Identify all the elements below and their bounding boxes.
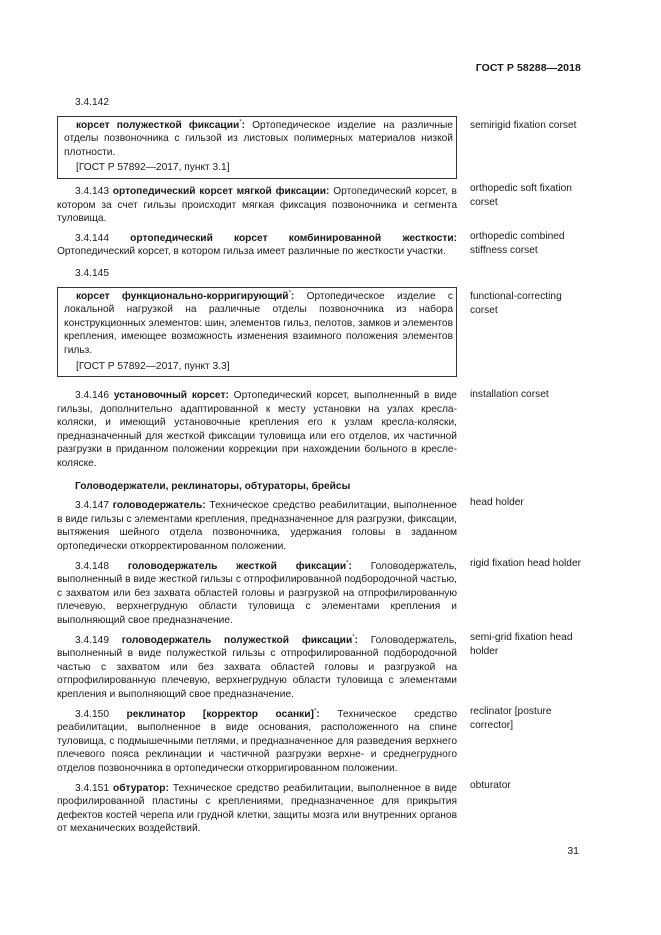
term-name: корсет полужесткой фиксации (76, 119, 240, 131)
term-name: головодержатель (112, 500, 203, 512)
term-name: головодержатель жесткой фиксации (127, 560, 347, 572)
term-3-4-151: 3.4.151 обтуратор: Техническое средство реабилитации, выполненное в виде профилированной пластины с креплениями, предназначенное для прикрытия дефектов костей черепа или грудной клетки, защиты мозга или внутренних органов от механических воздействий. (57, 782, 457, 835)
term-number: 3.4.147 (75, 500, 109, 512)
english-term: head holder (470, 497, 524, 508)
term-reference: [ГОСТ Р 57892—2017, пункт 3.3] (76, 360, 230, 372)
english-term: orthopedic combined stiffness corset (470, 231, 565, 256)
term-name: реклинатор [корректор осанки] (126, 708, 314, 720)
term-number: 3.4.145 (75, 267, 109, 279)
term-definition: Ортопедический корсет, в котором гильза имеет различные по жесткости участки. (57, 246, 446, 258)
page-number: 31 (567, 845, 579, 857)
term-definition: Ортопедическое изделие с локальной нагрузкой на различные отделы позвоночника из набора конструкционных элементов: шин, элементов гильз, пелотов, замков и элементов крепления, имеющее возможность изменения взаимного положения элементов гильз. (64, 290, 453, 356)
term-number: 3.4.144 (75, 232, 109, 244)
term-number: 3.4.146 (75, 390, 109, 402)
term-name: обтуратор (112, 782, 166, 794)
term-definition: Головодержатель, выполненный в виде жесткой гильзы с отпрофилированной подбородочной частью, с захватом или без захвата областей головы и разгрузкой на отпрофилированную плечевую, верхнегрудную области туловища с элементами крепления и выполняющий свое предназначение. (57, 560, 457, 626)
term-3-4-143: 3.4.143 ортопедический корсет мягкой фиксации: Ортопедический корсет, в котором за счет гильзы происходит мягкая фиксация позвоночника и сегмента туловища. (57, 185, 457, 225)
term-box: корсет полужесткой фиксации*: Ортопедическое изделие на различные отделы позвоночника с гильзой из листовых полимерных материалов низкой плотности. [ГОСТ Р 57892—2017, пункт 3.1] (57, 116, 457, 179)
term-number: 3.4.148 (75, 560, 109, 572)
footnote-mark: * (288, 290, 291, 297)
term-definition: Техническое средство реабилитации, выполненное в виде профилированной пластины с креплениями, предназначенное для прикрытия дефектов костей черепа или грудной клетки, защиты мозга или внутренних органов от механических воздействий. (57, 782, 457, 835)
term-definition: Ортопедический корсет, в котором за счет гильзы происходит мягкая фиксация позвоночника и сегмента туловища. (57, 185, 457, 225)
term-3-4-146: 3.4.146 установочный корсет: Ортопедический корсет, выполненный в виде гильзы, дополнительно адаптированной к месту установки на узлах кресла-коляски, и имеющий установочные крепления его к узлам кресла-коляски, предназначенный для жесткой фиксации туловища или его отделов, их частичной разгрузки в приданном положении коррекции при нахождении больного в кресле-коляске. (57, 390, 457, 470)
term-definition: Головодержатель, выполненный в виде полужесткой гильзы с отпрофилированной подбородочной частью с захватом или без захвата областей головы и разгрузкой на отпрофилированную плечевую, верхнегрудную области туловища с элементами крепления и выполняющий свое предназначение. (57, 634, 457, 700)
term-name: установочный корсет (113, 390, 226, 402)
english-term: obturator (470, 780, 511, 791)
term-3-4-148: 3.4.148 головодержатель жесткой фиксации*: Головодержатель, выполненный в виде жесткой гильзы с отпрофилированной подбородочной частью, с захватом или без захвата областей головы и разгрузкой на отпрофилированную плечевую, верхнегрудную области туловища с элементами крепления и выполняющий свое предназначение. (57, 560, 457, 626)
term-3-4-144: 3.4.144 ортопедический корсет комбинированной жесткости: Ортопедический корсет, в котором гильза имеет различные по жесткости участки. (57, 232, 457, 258)
term-number: 3.4.142 (75, 97, 109, 108)
main-column (57, 96, 457, 836)
footnote-mark: * (239, 119, 242, 126)
term-name: ортопедический корсет комбинированной жесткости (130, 232, 454, 244)
english-term: semi-grid fixation head holder (470, 632, 573, 657)
term-number: 3.4.149 (75, 634, 109, 646)
document-code: ГОСТ Р 58288—2018 (475, 62, 581, 74)
english-term: rigid fixation head holder (470, 558, 582, 569)
footnote-mark: * (352, 634, 355, 641)
term-definition: Ортопедический корсет, выполненный в виде гильзы, дополнительно адаптированной к месту установки на узлах кресла-коляски, и имеющий установочные крепления его к узлам кресла-коляски, предназначенный для жесткой фиксации туловища или его отделов, их частичной разгрузки в приданном положении коррекции при нахождении больного в кресле-коляске. (57, 390, 457, 470)
term-reference: [ГОСТ Р 57892—2017, пункт 3.1] (76, 162, 230, 174)
term-definition: Техническое средство реабилитации, выполненное в виде гильзы с элементами крепления, предназначенное для разгрузки, фиксации, вытяжения шейного отдела позвоночника, удержания головы в заданном ортопедически откорректированном положении. (57, 500, 457, 553)
term-3-4-150: 3.4.150 реклинатор [корректор осанки]*: Техническое средство реабилитации, выполненное в виде основания, расположенного на спине туловища, с подмышечными петлями, и предназначенное для разведения верхнего плечевого пояса реклинации и частичной разгрузки верхне- и среднегрудного отделов позвоночника в ортопедически откорригированном положении. (57, 708, 458, 774)
term-name: корсет функционально-корригирующий (76, 290, 289, 302)
english-term: reclinator [posture corrector] (470, 706, 552, 731)
term-box: корсет функционально-корригирующий*: Ортопедическое изделие с локальной нагрузкой на различные отделы позвоночника из набора конструкционных элементов: шин, элементов гильз, пелотов, замков и элементов крепления, имеющее возможность изменения взаимного положения элементов гильз. [ГОСТ Р 57892—2017, пункт 3.3] (57, 287, 457, 378)
term-3-4-149: 3.4.149 головодержатель полужесткой фиксации*: Головодержатель, выполненный в виде полужесткой гильзы с отпрофилированной подбородочной частью с захватом или без захвата областей головы и разгрузкой на отпрофилированную плечевую, верхнегрудную области туловища с элементами крепления и выполняющий свое предназначение. (57, 634, 457, 700)
term-number: 3.4.150 (75, 708, 109, 720)
footnote-mark: * (346, 560, 349, 567)
term-name: головодержатель полужесткой фиксации (121, 634, 353, 646)
term-3-4-145 (57, 267, 457, 377)
term-definition: Техническое средство реабилитации, выполненное в виде основания, расположенного на спине туловища, с подмышечными петлями, и предназначенное для разведения верхнего плечевого пояса реклинации и частичной разгрузки верхне- и среднегрудного отделов позвоночника в ортопедически откорригированном положении. (57, 708, 458, 774)
term-3-4-147: 3.4.147 головодержатель: Техническое средство реабилитации, выполненное в виде гильзы с элементами крепления, предназначенное для разгрузки, фиксации, вытяжения шейного отдела позвоночника, удержания головы в заданном ортопедически откорректированном положении. (57, 500, 457, 553)
english-term: semirigid fixation corset (470, 120, 577, 131)
term-definition: Ортопедическое изделие на различные отделы позвоночника с гильзой из листовых полимерных материалов низкой плотности. (64, 119, 453, 158)
term-name: ортопедический корсет мягкой фиксации (112, 185, 326, 197)
english-term: functional-correcting corset (470, 291, 562, 316)
term-3-4-142 (57, 96, 457, 179)
section-heading: Головодержатели, реклинаторы, обтураторы, брейсы (75, 480, 351, 492)
term-number: 3.4.143 (75, 185, 109, 197)
footnote-mark: * (313, 708, 317, 715)
term-number: 3.4.151 (75, 782, 109, 794)
english-term: orthopedic soft fixation corset (470, 183, 572, 208)
english-term: installation corset (470, 389, 549, 400)
